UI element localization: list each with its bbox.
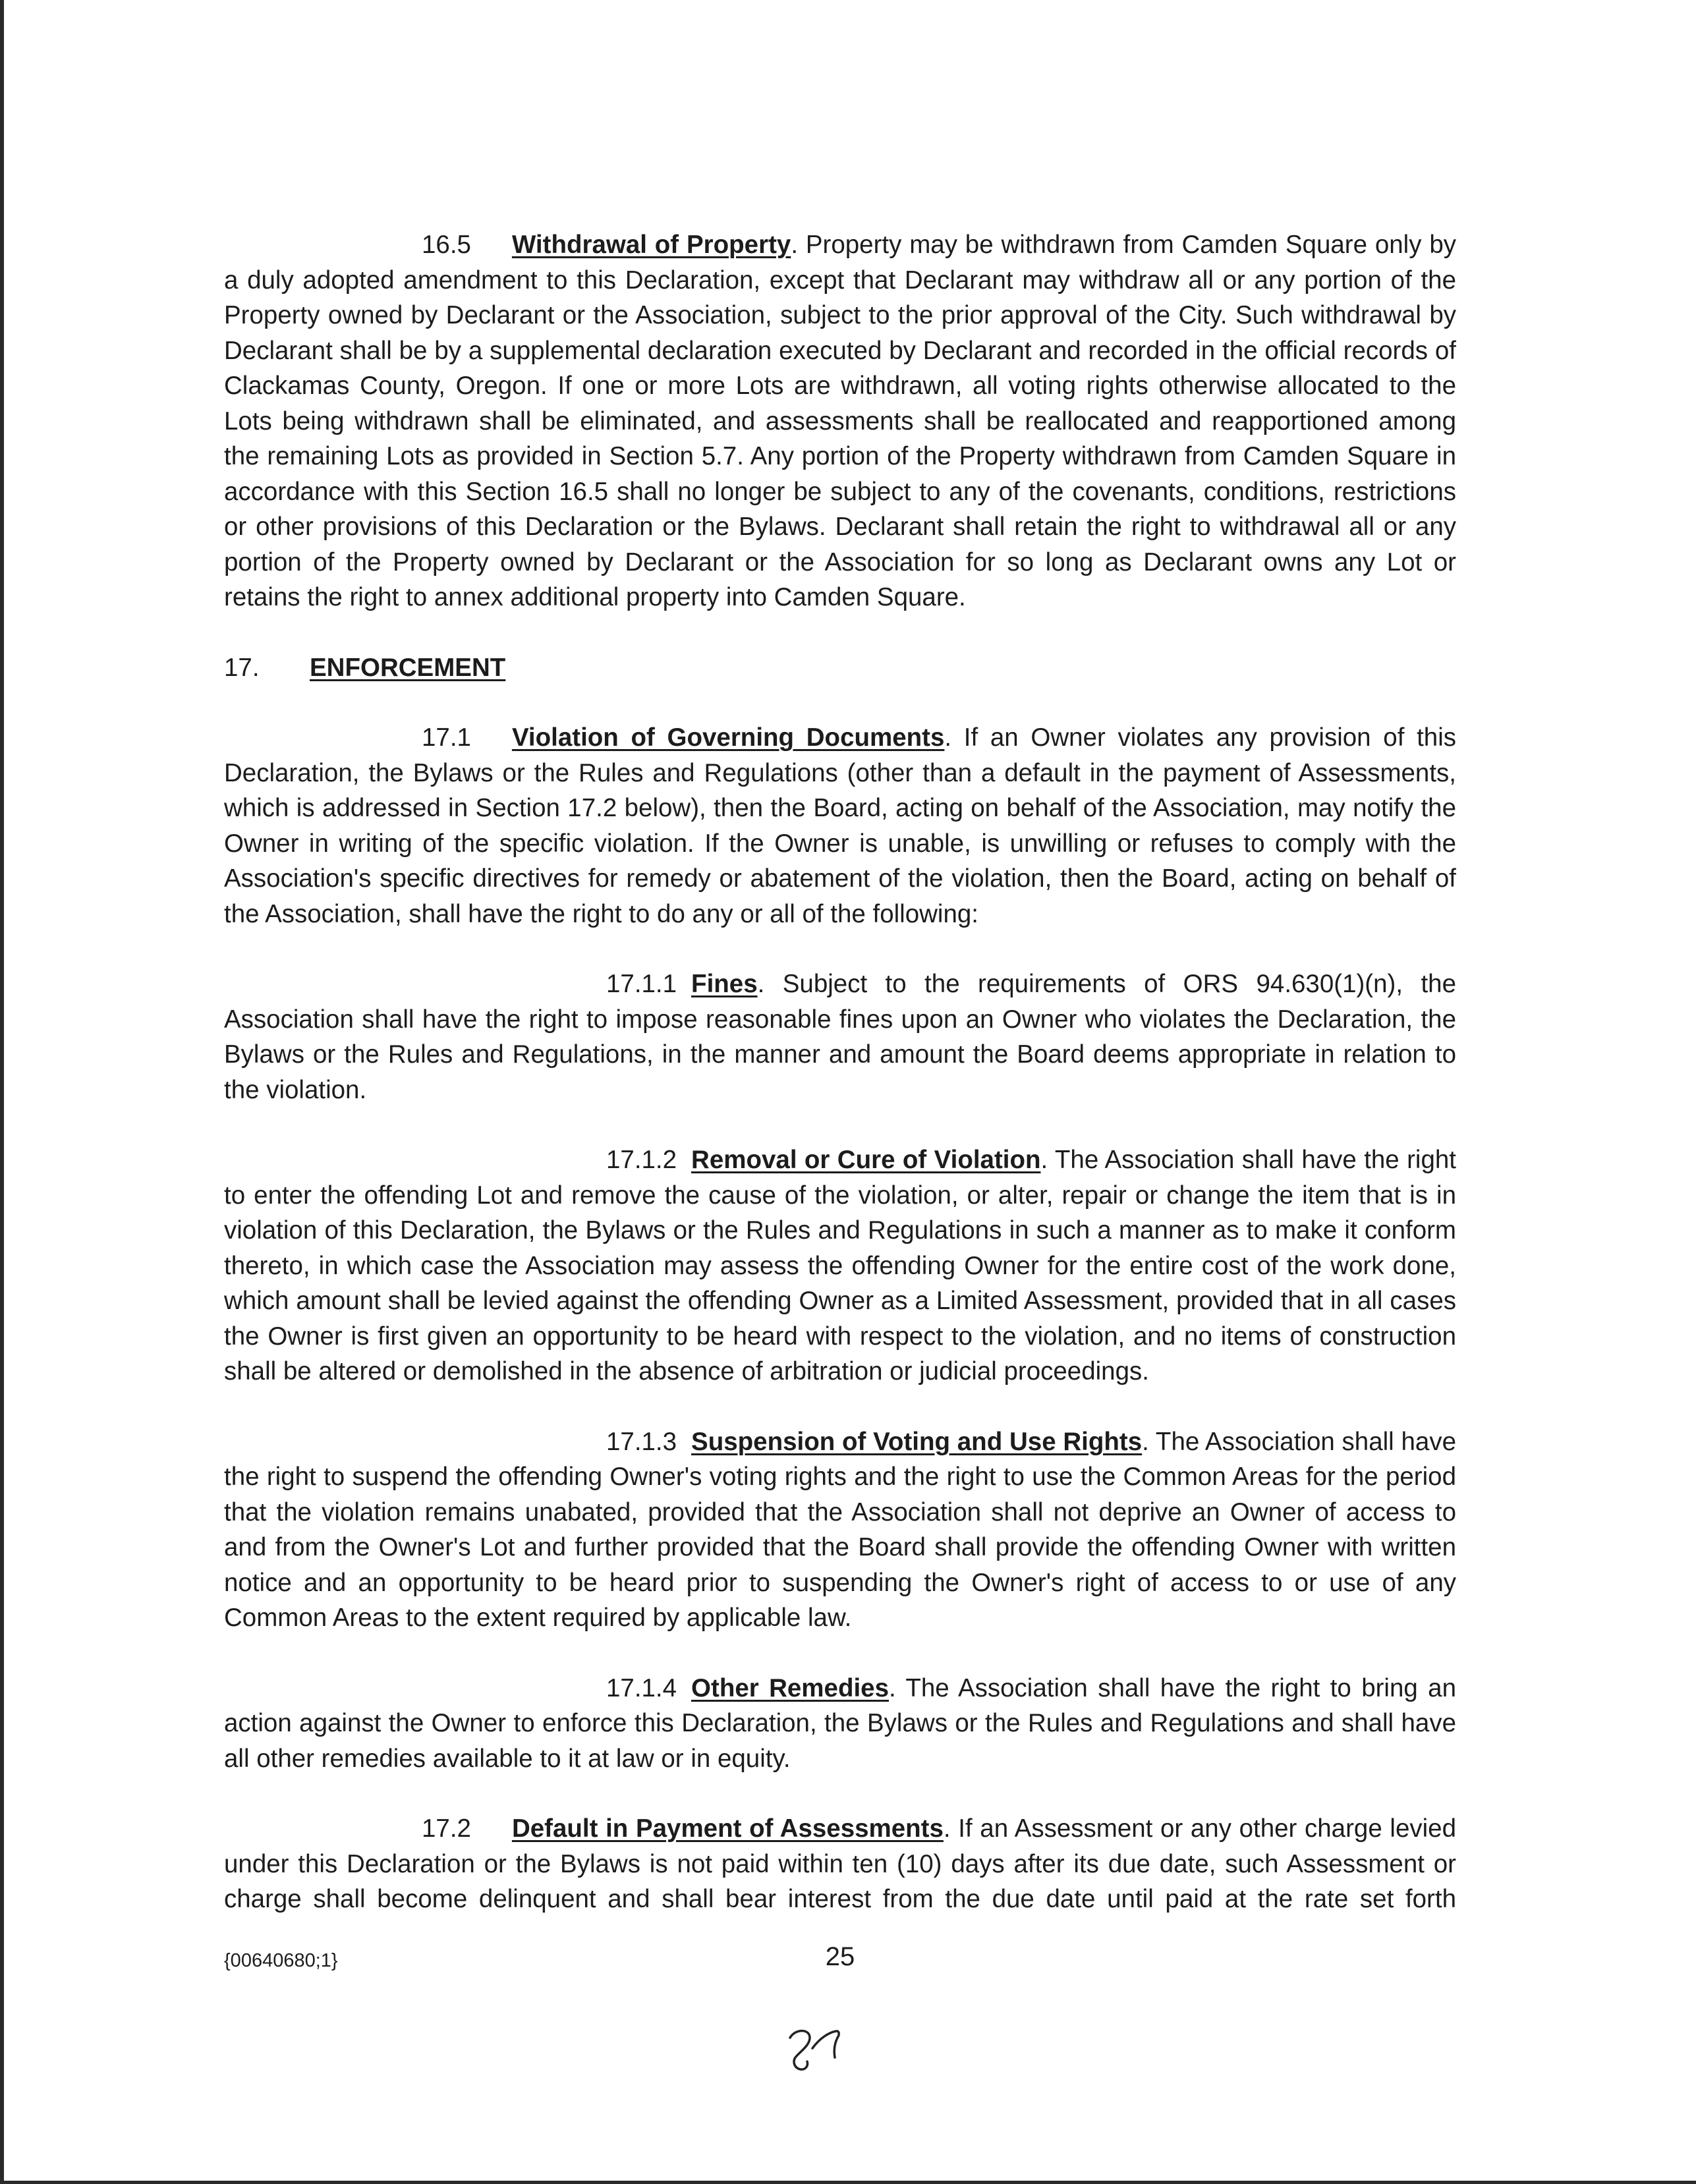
section-heading: Removal or Cure of Violation: [691, 1146, 1041, 1174]
section-heading: Other Remedies: [691, 1673, 889, 1702]
scan-edge-bottom: [0, 2181, 1696, 2184]
document-page: [224, 227, 1456, 1917]
section-number: 17.1.2: [606, 1146, 677, 1174]
section-heading: Violation of Governing Documents: [511, 723, 945, 752]
scan-edge-left: [0, 0, 4, 2184]
section-17-1-4: [224, 1671, 1456, 1777]
section-17-heading: [224, 650, 1456, 686]
section-heading: Withdrawal of Property: [511, 231, 791, 259]
section-body: . If an Owner violates any provision of this Declaration, the Bylaws or the Rules and Regulations (other than a default in the payment of Assessments, which is addressed in Section 17.2 below), then the Board, acting on behalf of the Association, may notify the Owner in writing of the specific violation. If the Owner is unable, is unwilling or refuses to comply with the Association's specific directives for remedy or abatement of the violation, then the Board, acting on behalf of the Association, shall have the right to do any or all of the following:: [224, 723, 1457, 928]
section-number: 17.1.1: [606, 970, 677, 998]
section-heading: Fines: [691, 970, 758, 998]
section-16-5: [224, 227, 1456, 615]
section-heading: ENFORCEMENT: [310, 653, 506, 682]
section-body: . The Association shall have the right to bring an action against the Owner to enforce this Declaration, the Bylaws or the Rules and Regulations and shall have all other remedies available to it at law or in equity.: [224, 1673, 1456, 1773]
section-body: . The Association shall have the right to suspend the offending Owner's voting rights and the right to use the Common Areas for the period that the violation remains unabated, provided that the Association shall not deprive an Owner of access to and from the Owner's Lot and further provided that the Board shall provide the offending Owner with written notice and an opportunity to be heard prior to suspending the Owner's right of access to or use of any Common Areas to the extent required by applicable law.: [224, 1427, 1456, 1632]
section-17-1-2: [224, 1142, 1456, 1389]
section-body: . If an Assessment or any other charge levied under this Declaration or the Bylaws is not paid within ten (10) days after its due date, such Assessment or charge shall become delinquent and shall bear interest from the due date until paid at the rate set forth: [224, 1814, 1456, 1913]
section-number: 17.1.3: [606, 1427, 677, 1456]
handwritten-page-mark: [781, 2019, 853, 2079]
section-number: 17.: [224, 653, 260, 682]
section-number: 17.1: [422, 723, 471, 752]
section-heading: Suspension of Voting and Use Rights: [691, 1427, 1143, 1456]
page-footer: [224, 1942, 1456, 1982]
document-id: {00640680;1}: [224, 1950, 338, 1971]
section-17-1: [224, 720, 1456, 932]
section-body: . The Association shall have the right to enter the offending Lot and remove the cause of the violation, or alter, repair or change the item that is in violation of this Declaration, the Bylaws or the Rules and Regulations in such a manner as to make it conform thereto, in which case the Association may assess the offending Owner for the entire cost of the work done, which amount shall be levied against the offending Owner as a Limited Assessment, provided that in all cases the Owner is first given an opportunity to be heard with respect to the violation, and no items of construction shall be altered or demolished in the absence of arbitration or judicial proceedings.: [224, 1146, 1457, 1386]
section-17-1-3: [224, 1424, 1456, 1636]
page-number: 25: [825, 1942, 855, 1971]
handwritten-mark-drawing: [781, 2019, 853, 2079]
section-number: 16.5: [422, 231, 471, 259]
section-body: . Subject to the requirements of ORS 94.630(1)(n), the Association shall have the right to impose reasonable fines upon an Owner who violates the Declaration, the Bylaws or the Rules and Regulations, in the manner and amount the Board deems appropriate in relation to the violation.: [224, 970, 1456, 1104]
section-17-2: [224, 1811, 1456, 1917]
section-body: . Property may be withdrawn from Camden Square only by a duly adopted amendment to this Declaration, except that Declarant may withdraw all or any portion of the Property owned by Declarant or the Association, subject to the prior approval of the City. Such withdrawal by Declarant shall be by a supplemental declaration executed by Declarant and recorded in the official records of Clackamas County, Oregon. If one or more Lots are withdrawn, all voting rights otherwise allocated to the Lots being withdrawn shall be eliminated, and assessments shall be reallocated and reapportioned among the remaining Lots as provided in Section 5.7. Any portion of the Property withdrawn from Camden Square in accordance with this Section 16.5 shall no longer be subject to any of the covenants, conditions, restrictions or other provisions of this Declaration or the Bylaws. Declarant shall retain the right to withdrawal all or any portion of the Property owned by Declarant or the Association for so long as Declarant owns any Lot or retains the right to annex additional property into Camden Square.: [224, 231, 1457, 611]
section-number: 17.2: [422, 1814, 471, 1843]
section-17-1-1: [224, 966, 1456, 1107]
section-heading: Default in Payment of Assessments: [511, 1814, 944, 1843]
section-number: 17.1.4: [606, 1673, 677, 1702]
